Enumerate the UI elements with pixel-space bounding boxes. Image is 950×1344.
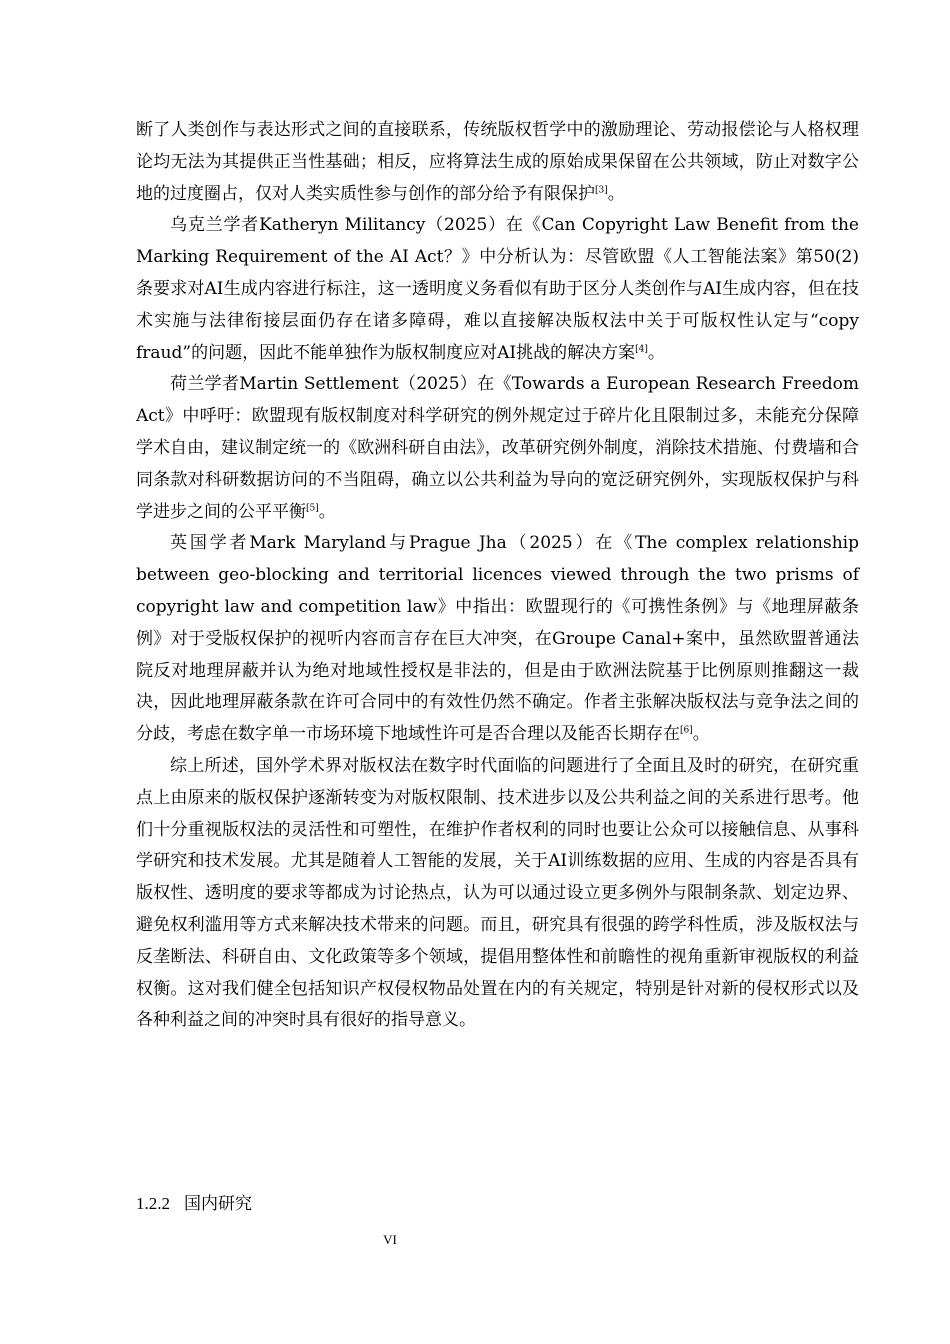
section-title: 国内研究 <box>184 1194 252 1214</box>
paragraph-settlement: 荷兰学者Martin Settlement（2025）在《Towards a European Research Freedom Act》中呼吁：欧盟现有版权制度对科学研究的例外规定过于碎片化且限制过多，未能充分保障学术自由，建议制定统一的《欧洲科研自由法》，改革研究例外制度，消除技术措施、付费墙和合同条款对科研数据访问的不当阻碍，确立以公共利益为导向的宽泛研究例外，实现版权保护与科学进步之间的公平平衡[5]。 <box>136 374 859 522</box>
paragraph-maryland-jha: 英国学者Mark Maryland与Prague Jha（2025）在《The complex relationship between geo-blocking and territorial licences viewed through the two prisms of copyright law and competition law》中指出：欧盟现行的《可携性条例》与《地理屏蔽条例》对于受版权保护的视听内容而言存在巨大冲突，在Groupe Canal+案中，虽然欧盟普通法院反对地理屏蔽并认为绝对地域性授权是非法的，但是由于欧洲法院基于比例原则推翻这一裁决，因此地理屏蔽条款在许可合同中的有效性仍然不确定。作者主张解决版权法与竞争法之间的分歧，考虑在数字单一市场环境下地域性许可是否合理以及能否长期存在[6]。 <box>136 533 859 745</box>
citation-6[interactable]: [6] <box>680 725 693 736</box>
page-number: VI <box>383 1232 397 1247</box>
citation-5[interactable]: [5] <box>306 502 319 513</box>
paragraph-summary: 综上所述，国外学术界对版权法在数字时代面临的问题进行了全面且及时的研究，在研究重点上由原来的版权保护逐渐转变为对版权限制、技术进步以及公共利益之间的关系进行思考。他们十分重视版权法的灵活性和可塑性，在维护作者权利的同时也要让公众可以接触信息、从事科学研究和技术发展。尤其是随着人工智能的发展，关于AI训练数据的应用、生成的内容是否具有版权性、透明度的要求等都成为讨论热点，认为可以通过设立更多例外与限制条款、划定边界、避免权利滥用等方式来解决技术带来的问题。而且，研究具有很强的跨学科性质，涉及版权法与反垄断法、科研自由、文化政策等多个领域，提倡用整体性和前瞻性的视角重新审视版权的利益权衡。这对我们健全包括知识产权侵权物品处置在内的有关规定，特别是针对新的侵权形式以及各种利益之间的冲突时具有很好的指导意义。 <box>136 755 859 1031</box>
paragraph-militancy: 乌克兰学者Katheryn Militancy（2025）在《Can Copyright Law Benefit from the Marking Requirement of the AI Act？》中分析认为：尽管欧盟《人工智能法案》第50(2)条要求对AI生成内容进行标注，这一透明度义务看似有助于区分人类创作与AI生成内容，但在技术实施与法律衔接层面仍存在诸多障碍，难以直接解决版权法中关于可版权性认定与“copy fraud”的问题，因此不能单独作为版权制度应对AI挑战的解决方案[4]。 <box>136 215 859 363</box>
section-number: 1.2.2 <box>136 1194 170 1213</box>
paragraph-continuation: 断了人类创作与表达形式之间的直接联系，传统版权哲学中的激励理论、劳动报偿论与人格权理论均无法为其提供正当性基础；相反，应将算法生成的原始成果保留在公共领域，防止对数字公地的过度圈占，仅对人类实质性参与创作的部分给予有限保护[3]。 <box>136 120 859 204</box>
section-heading <box>136 1190 252 1218</box>
citation-4[interactable]: [4] <box>635 343 648 354</box>
citation-3[interactable]: [3] <box>595 184 608 195</box>
body-text <box>136 115 859 1037</box>
